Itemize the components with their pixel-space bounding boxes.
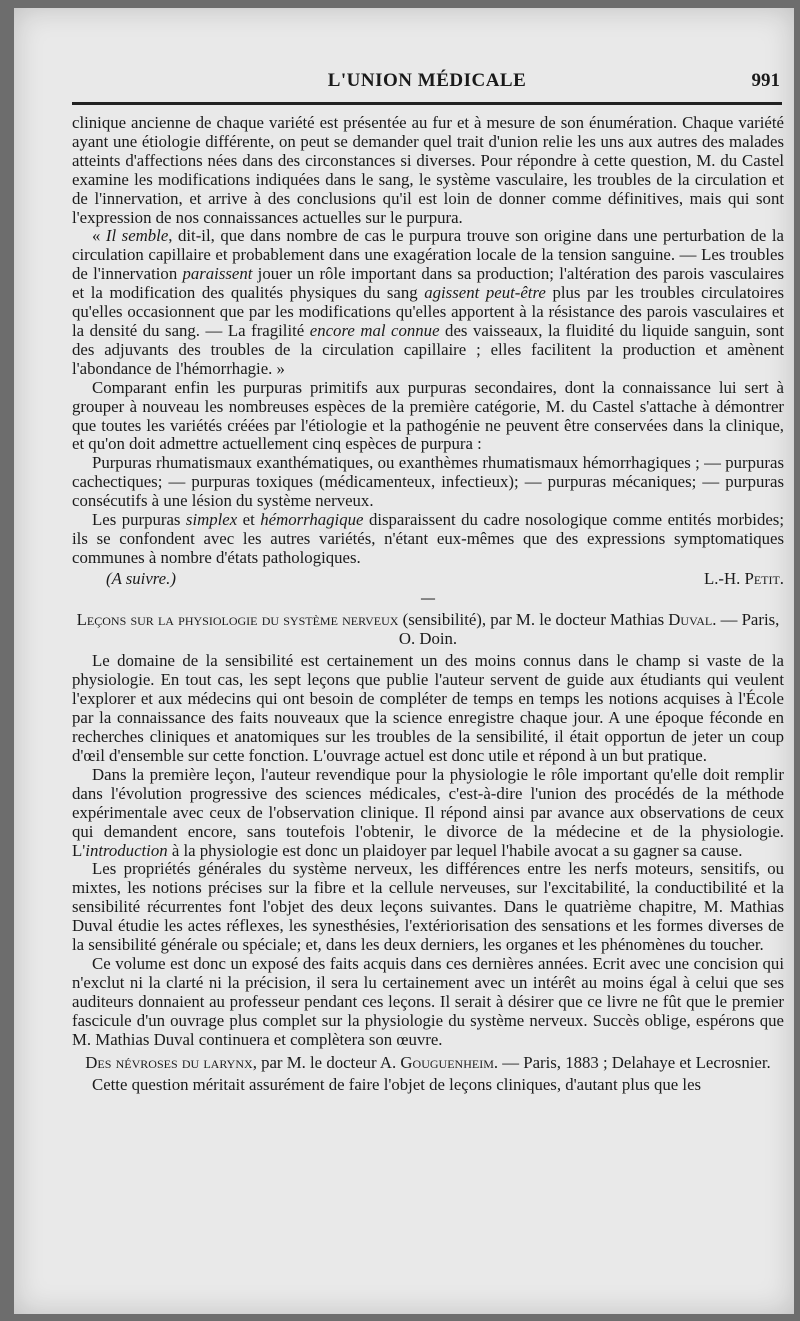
- emphasis: paraissent: [182, 264, 253, 284]
- signature-line: [72, 570, 784, 589]
- review-title: Des névroses du larynx: [85, 1052, 253, 1072]
- review-publisher: . — Paris, O. Doin.: [398, 609, 780, 648]
- text-run: jouer un rôle important dans sa production; l'altération des parois vasculaires et la modification des qualités physiques du sang: [72, 264, 784, 303]
- emphasis: introduction: [85, 840, 168, 860]
- paragraph: Comparant enfin les purpuras primitifs aux purpuras secondaires, dont la connaissance lui sert à grouper à nouveau les nombreuses espèces de la première catégorie, M. du Castel s'attache à démontrer que toutes les variétés créées par l'étiologie et la pathogénie ne peuvent être conservées dans la clinique, et qu'on doit admettre actuellement cinq espèces de purpura :: [72, 377, 784, 454]
- document-page: [14, 8, 794, 1314]
- running-header: [72, 68, 782, 105]
- section-separator: —: [421, 590, 435, 606]
- emphasis: hémorrhagique: [260, 510, 364, 530]
- review-heading: [72, 1054, 784, 1073]
- paragraph: clinique ancienne de chaque variété est présentée au fur et à mesure de son énumération. Chaque variété ayant une étiologie différente, on peut se demander quel trait d'union relie les uns aux autres des malades atteints d'affections nées dans des circonstances si diverses. Pour répondre à cette question, M. du Castel examine les modifications indiquées dans le sang, le système vasculaire, les troubles de la circulation et de l'innervation, et arrive à des conclusions qu'il est loin de donner comme définitives, mais qui sont l'expression de nos connaissances actuelles sur le purpura.: [72, 113, 784, 227]
- emphasis: simplex: [185, 510, 238, 530]
- text-run: plus par les troubles circulatoires qu'elles occasionnent que par les modifications qu'elles apportent à la résistance des parois vasculaires et la densité du sang. — La fragilité: [72, 283, 785, 340]
- paragraph: Ce volume est donc un exposé des faits acquis dans ces dernières années. Ecrit avec une concision qui n'exclut ni la clarté ni la précision, il sera lu certainement avec un intérêt au moins égal à celui que ses auditeurs donnaient au professeur pendant ces leçons. Il serait à désirer que ce livre ne fût que le premier fascicule d'un ouvrage plus complet sur la physiologie du système nerveux. Succès oblige, espérons que M. Mathias Duval continuera et complètera son œuvre.: [72, 953, 784, 1049]
- paragraph-quote: [72, 227, 784, 378]
- text-run: disparaissent du cadre nosologique comme entités morbides; ils se confondent avec les autres variétés, n'étant eux-mêmes que des expressions symptomatiques communes à nombre d'états pathologiques.: [72, 510, 784, 567]
- text-run: «: [92, 226, 106, 246]
- paragraph: Les propriétés générales du système nerveux, les différences entre les nerfs moteurs, sensitifs, ou mixtes, les notions précises sur la fibre et la cellule nerveuses, sur l'excitabilité, la conductibilité et la sensibilité récurrentes font l'objet des deux leçons suivantes. Dans le quatrième chapitre, M. Mathias Duval étudie les actes réflexes, les synesthésies, l'extériorisation des sensations et les formes diverses de la sensibilité générale ou spéciale; et, dans les deux derniers, les organes et les phénomènes du toucher.: [72, 859, 784, 955]
- page-body: [72, 114, 784, 1095]
- text-run: , dit-il, que dans nombre de cas le purpura trouve son origine dans une perturbation de la circulation capillaire et probablement dans une exagération locale de la tension sanguine. — Les troubles de l'innervation: [72, 226, 784, 284]
- review-subject: , par M. le docteur A.: [252, 1052, 401, 1072]
- emphasis: Il semble: [105, 226, 169, 246]
- journal-title: L'UNION MÉDICALE: [327, 70, 527, 91]
- paragraph: [72, 511, 784, 568]
- emphasis: agissent peut-être: [424, 283, 546, 303]
- page-number: 991: [751, 70, 780, 91]
- article-author: L.-H. Petit.: [703, 568, 784, 588]
- paragraph: Le domaine de la sensibilité est certainement un des moins connus dans le champ si vaste de la physiologie. En tout cas, les sept leçons que publie l'auteur servent de guide aux étudiants qui veulent l'explorer et aux médecins qui ont besoin de compléter de temps en temps les notions acquises à l'École par la connaissance des faits nouveaux que la science enregistre chaque jour. A une époque féconde en recherches cliniques et anatomiques sur les troubles de la sensibilité, il était opportun de jeter un coup d'œil d'ensemble sur cette fonction. L'ouvrage actuel est donc utile et répond à un but pratique.: [72, 651, 784, 765]
- review-author: Gouguenheim: [400, 1052, 494, 1072]
- paragraph: Purpuras rhumatismaux exanthématiques, ou exanthèmes rhumatismaux hémorrhagiques ; — purpuras cachectiques; — purpuras toxiques (médicamenteux, infectieux); — purpuras mécaniques; — purpuras consécutifs à une lésion du système nerveux.: [72, 453, 784, 511]
- text-run: et: [237, 510, 261, 530]
- text-run: Les purpuras: [92, 510, 186, 530]
- review-publisher: . — Paris, 1883 ; Delahaye et Lecrosnier.: [493, 1052, 771, 1072]
- text-run: des vaisseaux, la fluidité du liquide sanguin, sont des adjuvants des troubles de la circulation capillaire ; elles facilitent la production et amènent l'abondance de l'hémorrhagie. »: [72, 320, 784, 378]
- emphasis: encore mal connue: [309, 320, 440, 340]
- review-title: Leçons sur la physiologie du système nerveux: [76, 609, 399, 629]
- paragraph: [72, 766, 784, 861]
- text-run: à la physiologie est donc un plaidoyer par lequel l'habile avocat a su gagner sa cause.: [167, 840, 743, 860]
- review-heading: [72, 611, 784, 649]
- review-subject: (sensibilité), par M. le docteur Mathias: [398, 609, 669, 629]
- text-run: Dans la première leçon, l'auteur revendique pour la physiologie le rôle important qu'elle doit remplir dans l'évolution progressive des sciences médicales, c'est-à-dire l'union des procédés de la méthode expérimentale avec ceux de l'observation clinique. Il répond ainsi par avance aux observations de ceux qui demandent encore, sans toutefois l'obtenir, le divorce de la médecine et de la physiologie. L': [72, 764, 784, 860]
- paragraph: Cette question méritait assurément de faire l'objet de leçons cliniques, d'autant plus que les: [92, 1075, 702, 1095]
- to-be-continued: (A suivre.): [106, 568, 176, 588]
- review-author: Duval: [668, 609, 713, 629]
